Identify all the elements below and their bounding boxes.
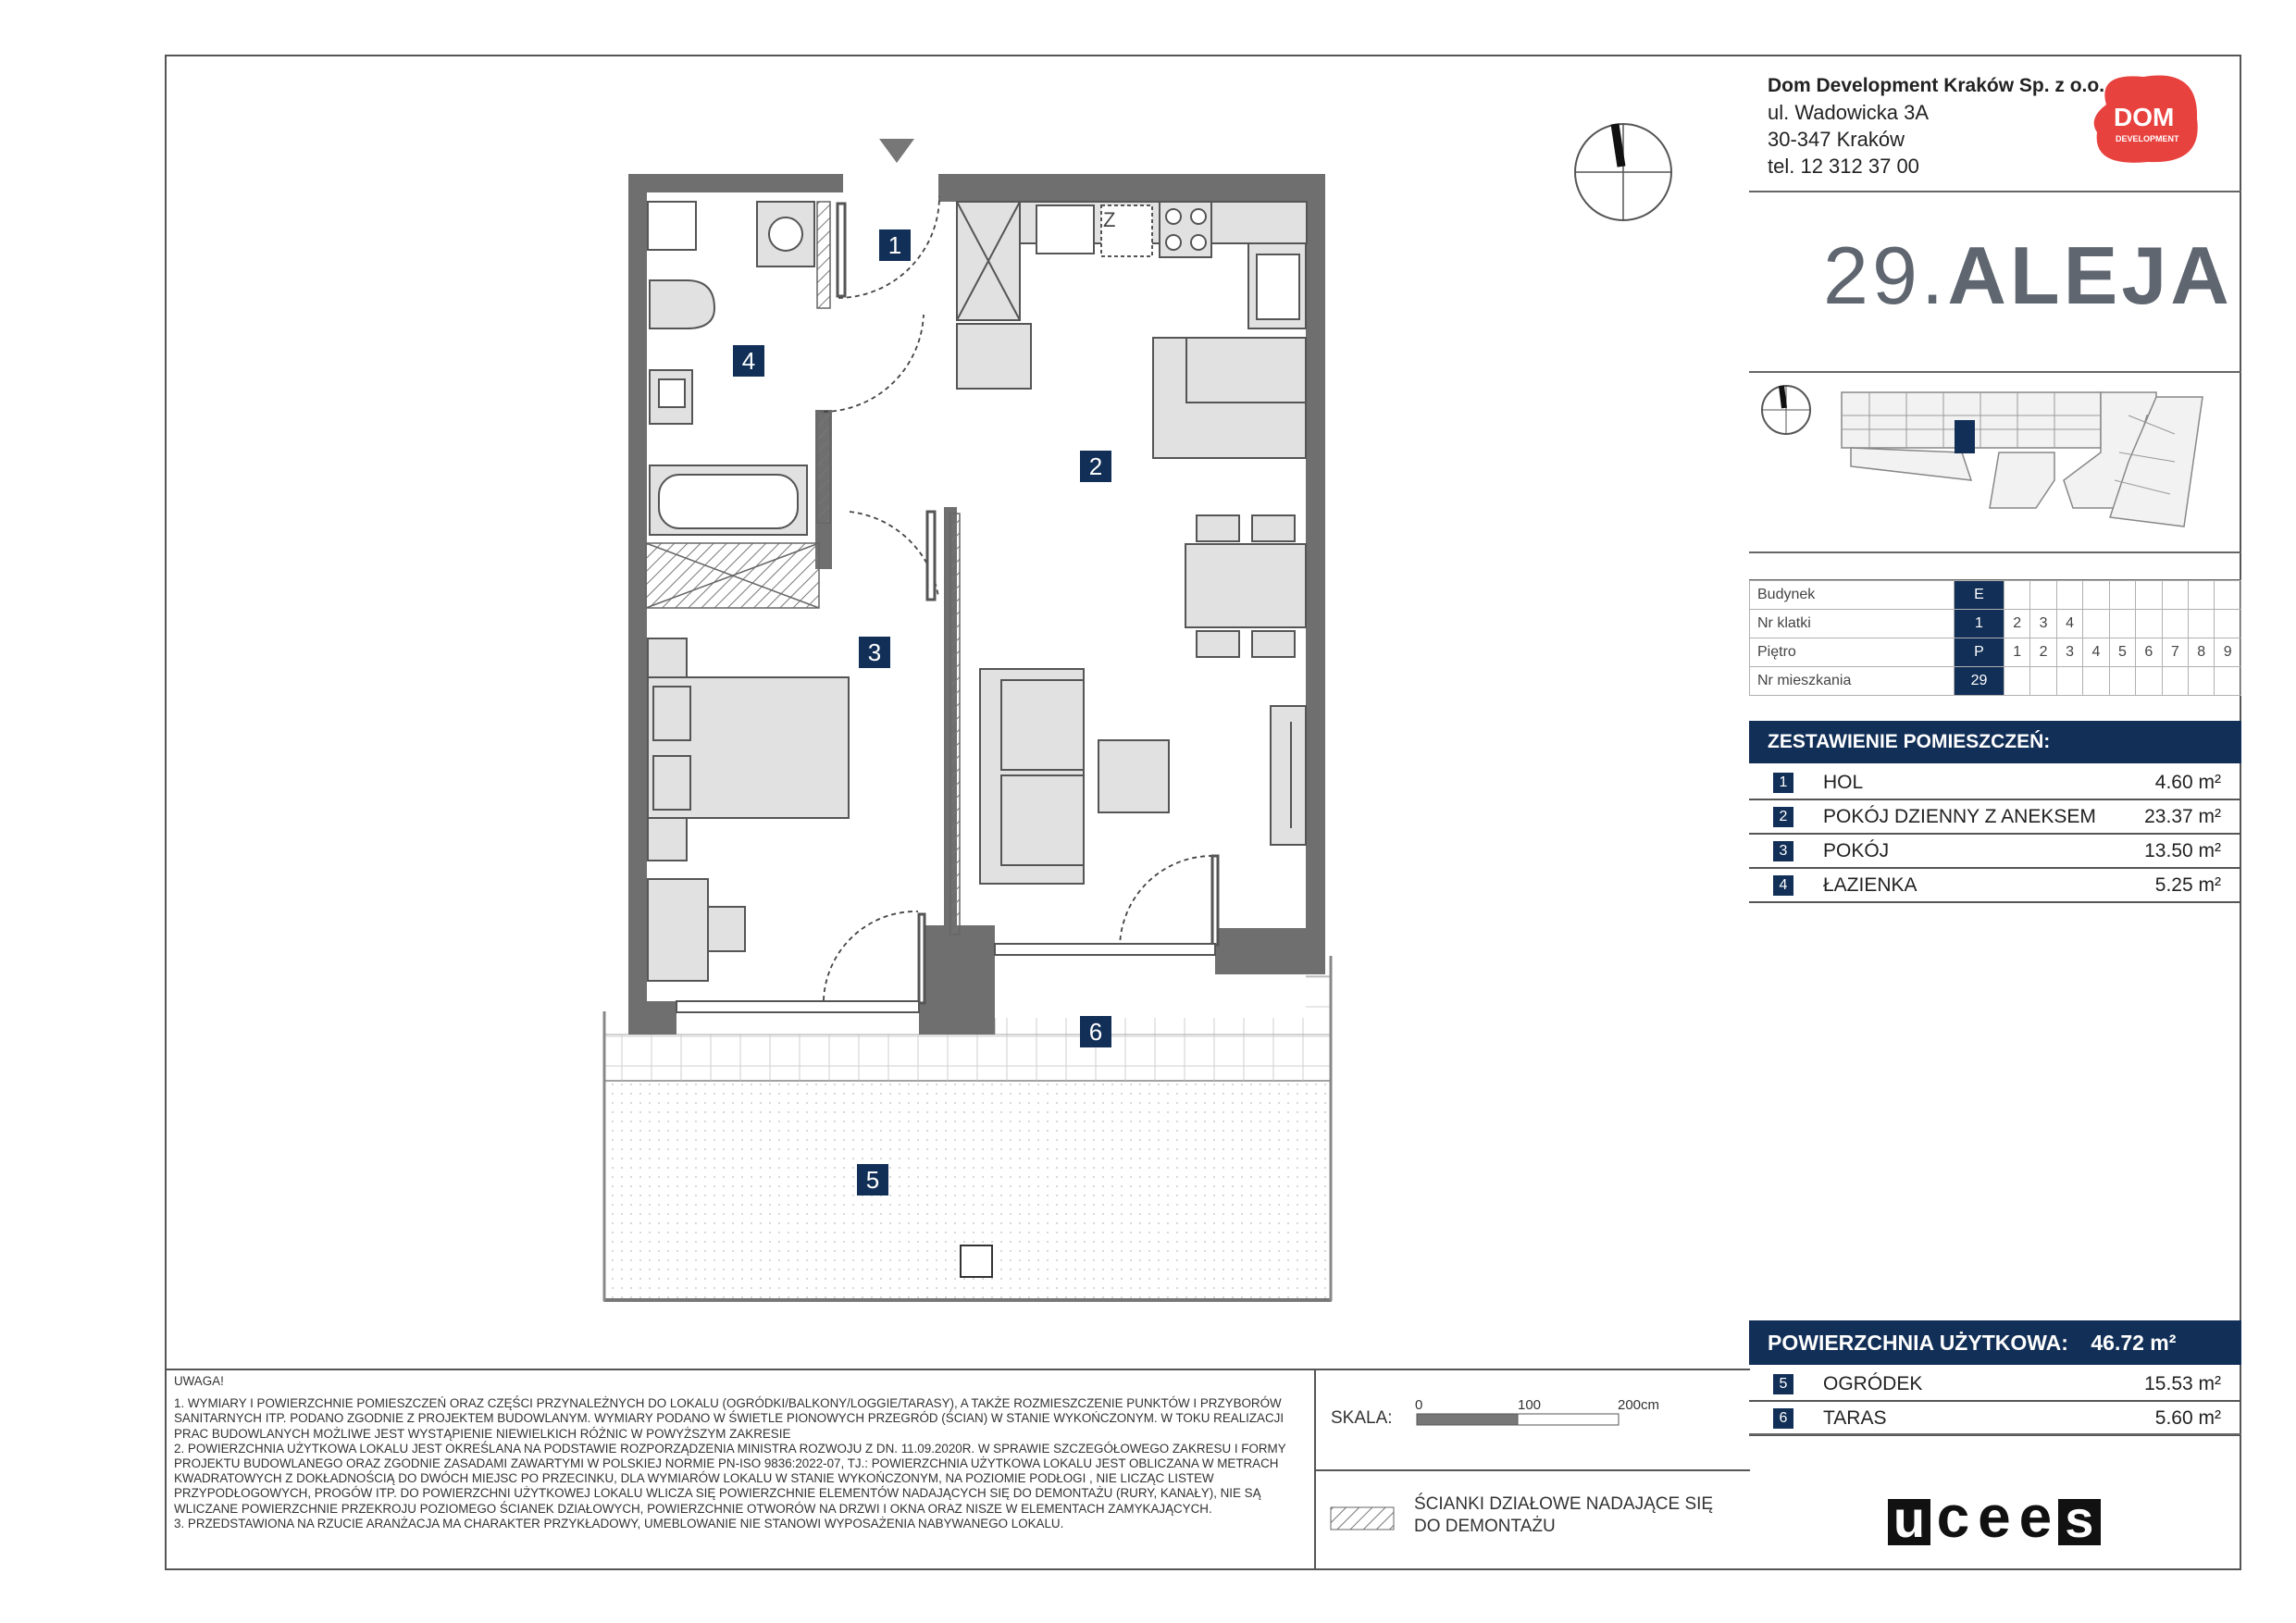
plan-label-6: 6 [1088,1018,1103,1046]
selection-row-label: Nr mieszkania [1750,667,1955,696]
rooms-header [1749,721,2241,763]
room-name: POKÓJ DZIENNY Z ANEKSEM [1823,806,2096,827]
legend-text-line1: ŚCIANKI DZIAŁOWE NADAJĄCE SIĘ [1414,1494,1714,1514]
ucees-letter-c: c [1936,1483,1970,1550]
selection-cell: 4 [2056,610,2082,638]
note-item-1: 1. WYMIARY I POWIERZCHNIE POMIESZCZEŃ ORAZ CZĘŚCI PRZYNALEŻNYCH DO LOKALU (OGRÓDKI/BALKONY/LOGGIE/TARASY), A TAKŻE ROZMIESZCZENIE PUNKTÓW I PRZYBORÓW SANITARNYCH ITP. PODANO ZGODNIE Z PROJEKTEM BUDOWLANYM. WYMIARY PODANO W ŚWIETLE PIONOWYCH PRZEGRÓD (ŚCIAN) W STANIE WYKOŃCZONYM. W TOKU REALIZACJI PRAC BUDOWLANYCH MOŻLIWE JEST WYSTĄPIENIE NIEWIELKICH RÓŻNIC W POWYŻSZYM ZAKRESIE [174,1396,1285,1441]
selection-row [1750,610,2241,638]
scale-tick-0: 0 [1415,1397,1423,1413]
notes-title: UWAGA! [174,1374,224,1388]
selection-cell: 1 [1955,610,2004,638]
scale-label: SKALA: [1331,1408,1393,1428]
selection-cell [2136,667,2162,696]
project-number: 29 [1823,229,1921,321]
selection-cell: 7 [2162,638,2188,667]
room-row [1749,1369,2241,1402]
entrance-marker [879,139,914,163]
company-street: ul. Wadowicka 3A [1768,101,1930,124]
project-name: ALEJA [1947,229,2233,321]
selection-row [1750,667,2241,696]
selection-row-label: Piętro [1750,638,1955,667]
room-number: 1 [1773,773,1793,793]
selection-cell: 6 [2136,638,2162,667]
selection-cell [2215,667,2241,696]
selection-grid [1749,580,2241,696]
note-item-2: 2. POWIERZCHNIA UŻYTKOWA LOKALU JEST OKREŚLANA NA PODSTAWIE ROZPORZĄDZENIA MINISTRA ROZWOJU Z DN. 11.09.2020R. W SPRAWIE SZCZEGÓŁOWEGO ZAKRESU I FORMY PROJEKTU BUDOWLANEGO ORAZ ZGODNIE ZASADAMI ZAWARTYMI W POLSKIEJ NORMIE PN-ISO 9836:2022-07, TJ.: POWIERZCHNIA UŻYTKOWA LOKALU JEST OBLICZANA W METRACH KWADRATOWYCH Z DOKŁADNOŚCIĄ DO DWÓCH MIEJSC PO PRZECINKU, DLA WYMIARÓW LOKALU W STANIE WYKOŃCZONYM, NA POZIOMIE PODŁOGI , NIE LICZĄC LISTEW PRZYPODŁOGOWYCH, PROGÓW ITP. DO POWIERZCHNI UŻYTKOWEJ LOKALU WLICZA SIĘ POWIERZCHNIE ELEMENTÓW NADAJĄCYCH SIĘ DO DEMONTAŻU (RURY, KANAŁY), NIE SĄ WLICZANE POWIERZCHNIE PRZEKROJU POZIOMEGO ŚCIANEK DZIAŁOWYCH, POWIERZCHNIE OTWORÓW NA DRZWI I OKNA ORAZ NISZE W ELEMENTACH ZAMYKAJĄCYCH. [174,1441,1286,1516]
selection-cell: 8 [2189,638,2215,667]
selection-cell [2030,581,2056,610]
room-name: POKÓJ [1823,840,1890,861]
selection-cell [2004,667,2029,696]
selection-cell: 9 [2215,638,2241,667]
selection-cell: 2 [2030,638,2056,667]
selection-row [1750,581,2241,610]
selection-cell: 29 [1955,667,2004,696]
room-row [1749,836,2241,869]
project-logo [1823,229,2233,323]
selection-cell [2189,667,2215,696]
ucees-letter-s: s [2058,1499,2101,1545]
selection-cell [2189,610,2215,638]
selection-cell [2083,581,2109,610]
selection-cell: E [1955,581,2004,610]
room-name: HOL [1823,772,1864,793]
room-row [1749,1403,2241,1436]
scale-tick-200: 200cm [1618,1397,1660,1413]
company-phone: tel. 12 312 37 00 [1768,155,1919,178]
room-number: 3 [1773,841,1793,861]
selection-cell [2109,667,2135,696]
plan-label-3: 3 [867,638,882,666]
selection-cell [2056,581,2082,610]
selection-cell [2162,667,2188,696]
site-keyplan [1749,378,2241,601]
room-name: ŁAZIENKA [1823,874,1917,896]
room-area: 13.50 m² [2144,840,2221,861]
ucees-logo [1888,1483,2101,1550]
plan-label-2: 2 [1088,452,1103,480]
fridge-mark: Z [1103,208,1116,231]
terrace-strip [604,1035,1331,1081]
room-name: OGRÓDEK [1823,1373,1923,1394]
scale-bar [1417,1414,1619,1425]
selection-cell [2109,610,2135,638]
room-row [1749,801,2241,835]
room-row [1749,870,2241,903]
selection-cell: 2 [2004,610,2029,638]
selection-cell: 4 [2083,638,2109,667]
selection-cell [2136,581,2162,610]
selection-cell: 5 [2109,638,2135,667]
plan-label-1: 1 [887,231,902,259]
logo-dom-text: DOM [2114,103,2175,131]
ucees-letter-e1: e [1978,1483,2011,1550]
ucees-letter-u: u [1888,1499,1930,1545]
selection-cell [2083,667,2109,696]
scale-tick-100: 100 [1518,1397,1542,1413]
company-block [1768,71,2104,180]
project-dot: . [1920,229,1948,321]
selection-cell [2109,581,2135,610]
selection-cell [2162,581,2188,610]
rooms-header-text: ZESTAWIENIE POMIESZCZEŃ: [1768,731,2051,752]
room-area: 5.25 m² [2154,874,2221,896]
selection-cell: P [1955,638,2004,667]
legend-hatch-swatch [1331,1507,1394,1530]
plan-label-4: 4 [741,347,756,375]
selection-row-label: Budynek [1750,581,1955,610]
room-number: 2 [1773,807,1793,827]
selection-row [1750,638,2241,667]
selection-cell [2136,610,2162,638]
room-number: 6 [1773,1408,1793,1429]
selection-cell [2189,581,2215,610]
logo-sub-text: DEVELOPMENT [2116,134,2179,143]
plan-label-5: 5 [865,1166,880,1194]
selection-cell: 3 [2056,638,2082,667]
room-area: 5.60 m² [2154,1407,2221,1429]
selection-row-label: Nr klatki [1750,610,1955,638]
usable-area-band [1749,1320,2241,1365]
selection-cell [2215,610,2241,638]
legend-text-line2: DO DEMONTAŻU [1414,1517,1556,1536]
selection-cell [2030,667,2056,696]
selection-cell: 3 [2030,610,2056,638]
ucees-letter-e2: e [2018,1483,2053,1550]
notes-divider [165,1369,1750,1370]
room-area: 23.37 m² [2144,806,2221,827]
selection-cell [2162,610,2188,638]
usable-area-value: 46.72 m² [2091,1331,2177,1355]
room-number: 5 [1773,1374,1793,1394]
room-name: TARAS [1823,1407,1887,1429]
company-city: 30-347 Kraków [1768,128,1905,151]
company-name: Dom Development Kraków Sp. z o.o. [1768,75,2105,96]
selection-cell [2004,581,2029,610]
room-area: 4.60 m² [2154,772,2221,793]
selection-cell [2056,667,2082,696]
room-number: 4 [1773,875,1793,896]
legend-text [1414,1493,1713,1538]
note-item-3: 3. PRZEDSTAWIONA NA RZUCIE ARANŻACJA MA CHARAKTER PRZYKŁADOWY, UMEBLOWANIE NIE STANOWI WYPOSAŻENIA NABYWANEGO LOKALU. [174,1516,1064,1530]
info-panel [1749,55,2241,1570]
legend-divider [1314,1469,1750,1471]
selection-cell [2083,610,2109,638]
notes-block [174,1374,1294,1531]
selection-cell: 1 [2004,638,2029,667]
compass-icon [1575,124,1671,220]
selection-cell [2215,581,2241,610]
room-area: 15.53 m² [2144,1373,2221,1394]
room-row [1749,767,2241,800]
usable-area-label: POWIERZCHNIA UŻYTKOWA: [1768,1331,2068,1355]
dom-development-logo [2088,68,2208,174]
